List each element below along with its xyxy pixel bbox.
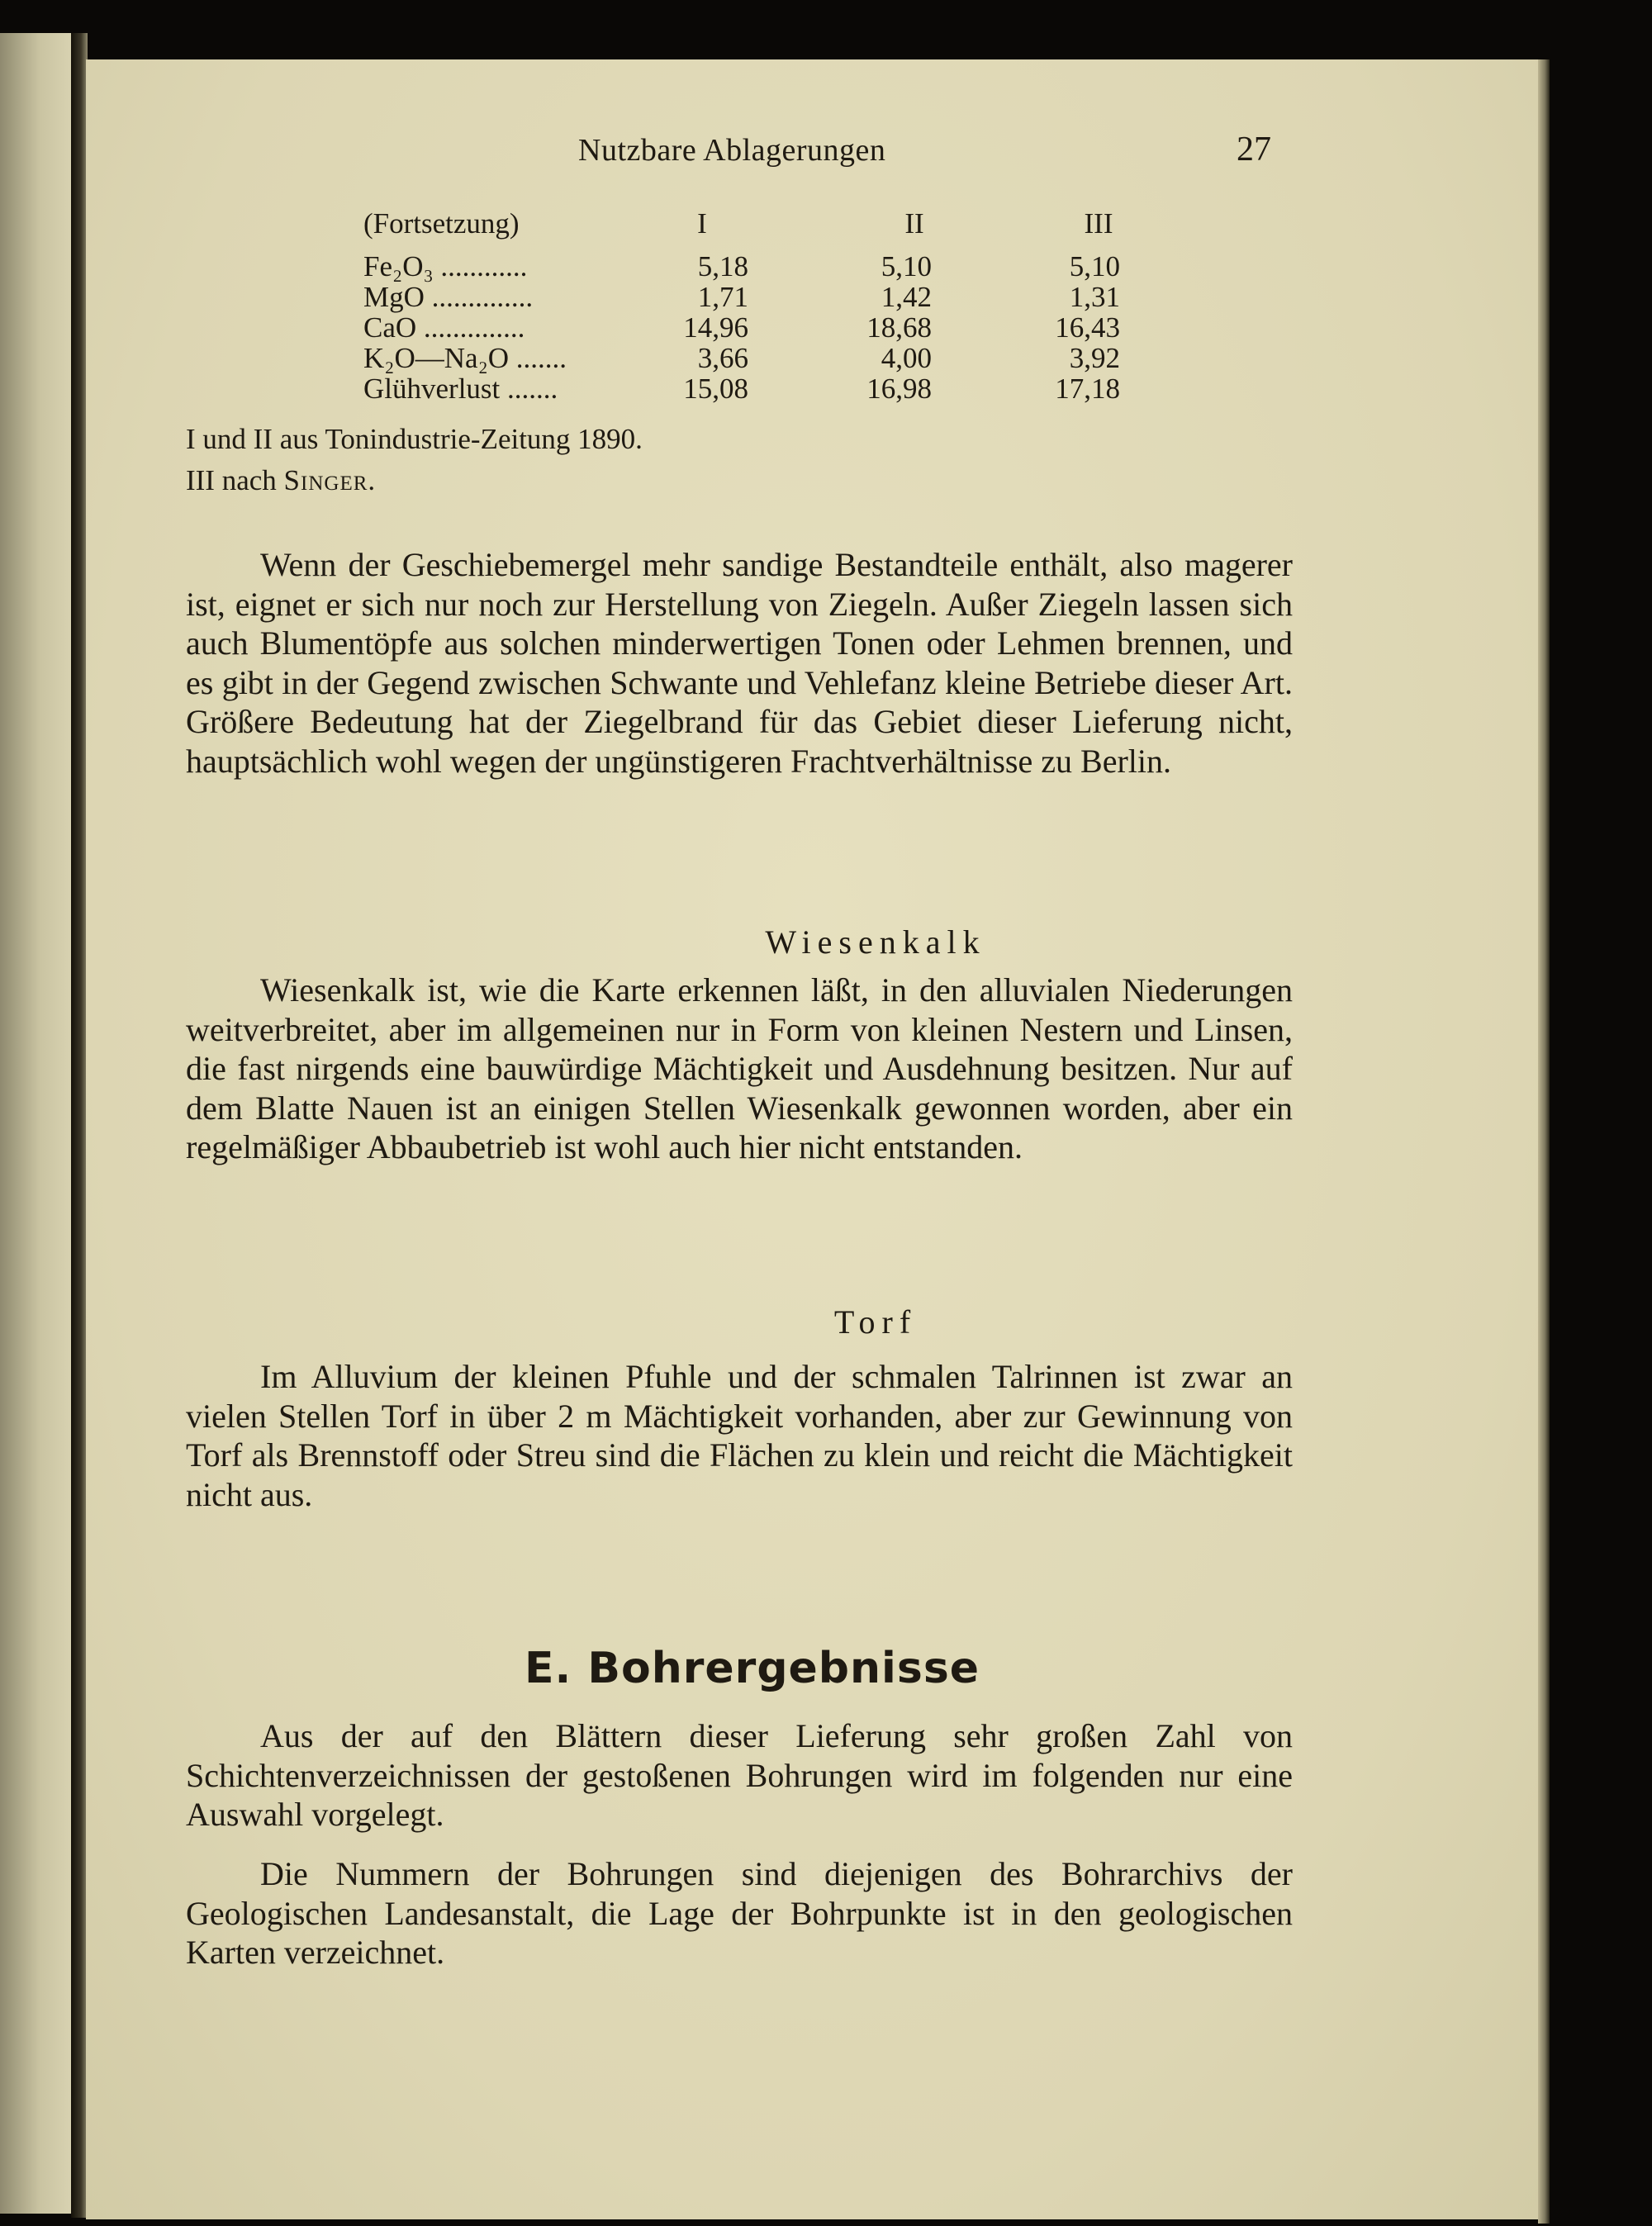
table-header-continuation: (Fortsetzung) (363, 207, 520, 240)
table-header-col-2: II (904, 207, 924, 240)
cell-value: 1,71 (697, 281, 748, 313)
source-note-2 (186, 464, 376, 497)
running-title: Nutzbare Ablagerungen (578, 133, 886, 168)
source-note-1: I und II aus Tonindustrie-Zeitung 1890. (186, 423, 643, 455)
cell-value: 16,98 (866, 373, 932, 405)
cell-value: 16,43 (1055, 311, 1120, 344)
row-label: Fe₂O₃ ............ (363, 250, 528, 282)
table-row (0, 250, 1120, 282)
author-name: Singer. (283, 464, 377, 496)
cell-value: 4,00 (881, 342, 932, 374)
page-right-edge (1538, 59, 1550, 2224)
row-label: CaO .............. (363, 311, 525, 344)
cell-value: 3,92 (1069, 342, 1120, 374)
cell-value: 1,31 (1069, 281, 1120, 313)
section-heading-wiesenkalk: Wiesenkalk (765, 923, 986, 961)
chapter-heading: E. Bohrergebnisse (525, 1644, 980, 1693)
table-row (0, 281, 1120, 313)
paragraph-bohr-2: Die Nummern der Bohrungen sind diejenigen des Bohrarchivs der Geologischen Landesanstalt, die Lage der Bohrpunkte ist in den geologischen Karten verzeichnet. (186, 1855, 1293, 1971)
cell-value: 17,18 (1055, 373, 1120, 405)
cell-value: 5,10 (1069, 250, 1120, 282)
paragraph-torf: Im Alluvium der kleinen Pfuhle und der schmalen Talrinnen ist zwar an vielen Stellen Torf in über 2 m Mächtigkeit vorhanden, aber zur Gewinnung von Torf als Brennstoff oder Streu sind die Flächen zu klein und reicht die Mächtigkeit nicht aus. (186, 1358, 1293, 1513)
row-label: K₂O—Na₂O ....... (363, 342, 567, 374)
row-label: Glühverlust ....... (363, 373, 558, 405)
row-label: MgO .............. (363, 281, 534, 313)
cell-value: 1,42 (881, 281, 932, 313)
cell-value: 18,68 (866, 311, 932, 344)
table-header-col-3: III (1084, 207, 1113, 240)
cell-value: 15,08 (683, 373, 748, 405)
cell-value: 3,66 (697, 342, 748, 374)
cell-value: 14,96 (683, 311, 748, 344)
table-header-col-1: I (697, 207, 707, 240)
table-row (0, 373, 1120, 405)
paragraph-ziegel: Wenn der Geschiebemergel mehr sandige Bestandteile enthält, also magerer ist, eignet er sich nur noch zur Herstellung von Ziegeln. Außer Ziegeln lassen sich auch Blumentöpfe aus solchen minderwertigen Tonen oder Lehmen brennen, und es gibt in der Gegend zwischen Schwante und Vehlefanz kleine Betriebe dieser Art. Größere Bedeutung hat der Ziegelbrand für das Gebiet dieser Lieferung nicht, hauptsächlich wohl wegen der ungünstigeren Frachtverhältnisse zu Berlin. (186, 546, 1293, 780)
source-note-prefix: III nach (186, 464, 284, 496)
table-header-row (0, 207, 1113, 252)
cell-value: 5,18 (697, 250, 748, 282)
paragraph-wiesenkalk: Wiesenkalk ist, wie die Karte erkennen läßt, in den alluvialen Niederungen weitverbreitet, aber im allgemeinen nur in Form von kleinen Nestern und Linsen, die fast nirgends eine bauwürdige Mächtigkeit und Ausdehnung besitzen. Nur auf dem Blatte Nauen ist an einigen Stellen Wiesenkalk gewonnen worden, aber ein regelmäßiger Abbaubetrieb ist wohl auch hier nicht entstanden. (186, 971, 1293, 1165)
cell-value: 5,10 (881, 250, 932, 282)
section-heading-torf: Torf (833, 1303, 918, 1341)
table-row (0, 342, 1120, 374)
page-number: 27 (1237, 131, 1271, 168)
table-row (0, 311, 1120, 344)
paragraph-bohr-1: Aus der auf den Blättern dieser Lieferung sehr großen Zahl von Schichtenverzeichnissen der gestoßenen Bohrungen wird im folgenden nur eine Auswahl vorgelegt. (186, 1717, 1293, 1833)
chemical-analysis-table (0, 207, 1120, 405)
